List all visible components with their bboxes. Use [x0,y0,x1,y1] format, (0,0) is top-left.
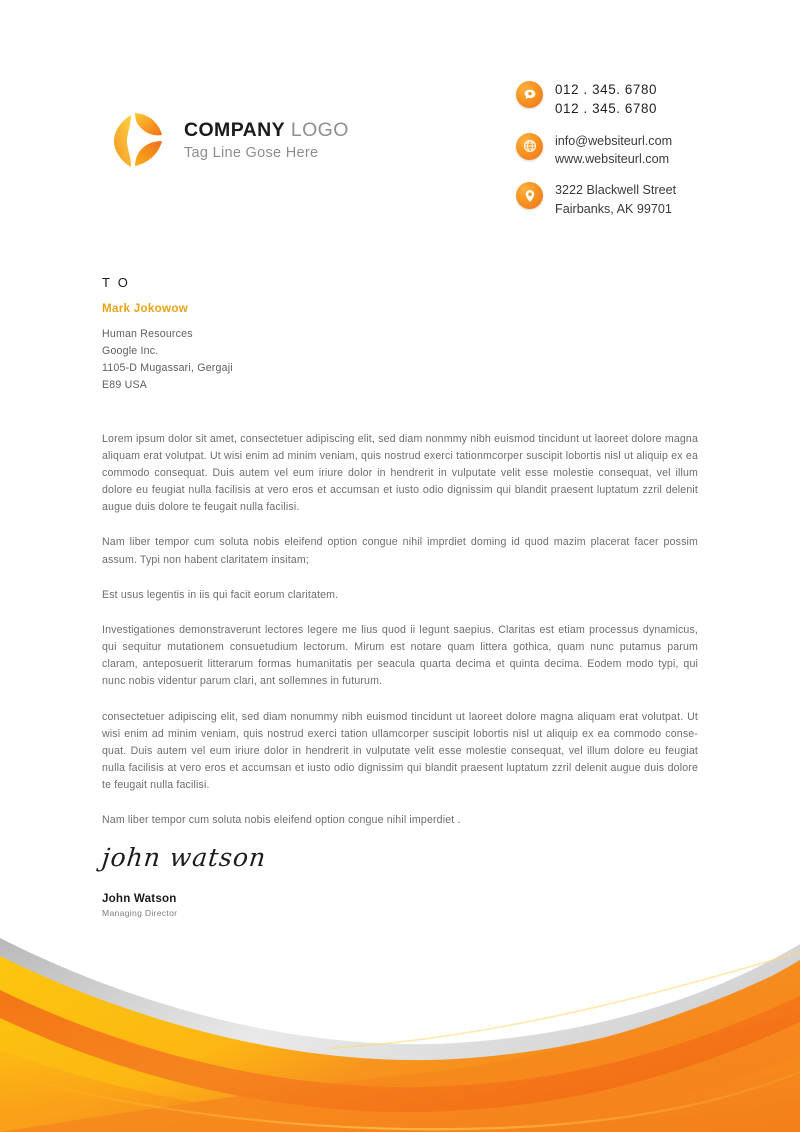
phone-line-1: 012 . 345. 6780 [555,82,658,97]
paragraph: Investigationes demonstraverunt lectores legere me lius quod ii legunt saepius. Claritas est etiam processus dynamicus, qui sequitur mutationem consuetudium lectorum. Mirum est notare quam littera gothica, quam nunc putamus parum claram, anteposuerit litterarum formas humanitatis per seacula quarta decima et quinta decima. Eodem modo typi, qui nunc nobis videntur parum clari, ant sollemnes in futurum. [102,623,698,688]
phone-icon [516,81,543,108]
contact-row-web [516,132,786,169]
signature-block [102,845,402,918]
recipient-street: 1105-D Mugassari, Gergaji [102,362,233,375]
paragraph: Nam liber tempor cum soluta nobis eleifend option congue nihil imprdiet doming id quod mazim placerat facer possim assum. Typi non habent claritatem insitam; [102,536,698,566]
to-label: T O [102,275,131,290]
signer-name: John Watson [102,892,177,905]
paragraph: consectetuer adipiscing elit, sed diam nonummy nibh euismod tincidunt ut laoreet dolore magna aliquam erat volutpat. Ut wisi enim ad minim veniam, quis nostrud exerci tation ullamcorper suscipit lobortis nisl ut aliquip ex ea commodo conse-quat. Duis autem vel eum iriure dolor in hendrerit in vulputate velit esse molestie consequat, vel illum dolore eu feugiat nulla facilisis at vero eros et accumsan et iusto odio dignissim qui blandit praesent luptatum zzril delenit augue duis dolore te feugait nulla facilisi. [102,710,698,792]
recipient-company: Google Inc. [102,345,159,358]
paragraph: Lorem ipsum dolor sit amet, consectetuer adipiscing elit, sed diam nonmmy nibh euismod tincidunt ut laoreet dolore magna aliquam erat volutpat. Ut wisi enim ad minim veniam, quis nostrud exerci tationmcorper suscipit lobortis nisl ut aliquip ex ea commodo consequat. Duis autem vel eum iriure dolor in hendrerit in vulputate velit esse molestie consequat, vel illum dolore eu feugiat nulla facilisis at vero eros et accumsan et iusto odio dignissim qui blandit praesent luptatum zzril delenit augue duis dolore te feugait nulla facilisi. [102,432,698,514]
tri-petal-logo-icon [104,108,170,174]
phone-numbers [555,80,657,119]
paragraph: Est usus legentis in iis qui facit eorum claritatem. [102,588,339,601]
location-pin-icon [516,182,543,209]
recipient-region: E89 USA [102,379,147,392]
letter-body [102,275,698,847]
recipient-department: Human Resources [102,328,193,340]
body-copy [102,431,698,830]
email-address: info@websiteurl.com [555,133,673,148]
company-name-light: LOGO [290,118,349,141]
globe-icon [516,133,543,160]
web-contacts [555,132,672,169]
company-tagline: Tag Line Gose Here [184,145,319,162]
signer-role: Managing Director [102,908,178,918]
recipient-name: Mark Jokowow [102,302,189,315]
contact-row-phone [516,80,786,119]
contact-block [516,80,786,231]
footer-wave-graphic [0,922,800,1132]
website-url: www.websiteurl.com [555,152,670,167]
address-line-1: 3222 Blackwell Street [555,183,677,198]
contact-row-address [516,181,786,218]
brand-lockup [104,108,349,174]
paragraph: Nam liber tempor cum soluta nobis eleifend option congue nihil imperdiet . [102,814,461,827]
company-name [184,120,349,141]
address-line-2: Fairbanks, AK 99701 [555,201,672,216]
company-name-bold: COMPANY [184,118,286,141]
header [0,80,800,216]
phone-line-2: 012 . 345. 6780 [555,101,658,117]
postal-address [555,181,676,218]
brand-text [184,120,349,162]
signature-script: john watson [100,843,268,872]
